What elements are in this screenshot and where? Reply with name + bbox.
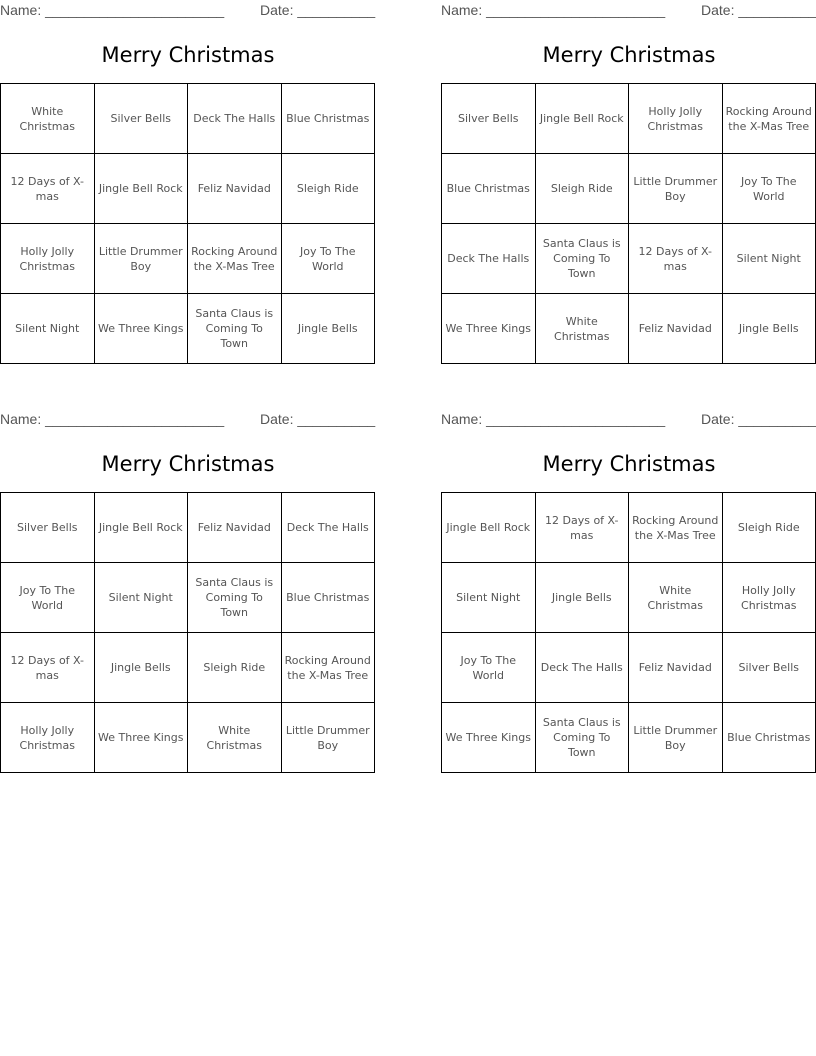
bingo-cell: 12 Days of X-mas — [1, 633, 95, 703]
bingo-cell: White Christmas — [188, 703, 282, 773]
bingo-cell: Joy To The World — [442, 633, 536, 703]
bingo-cell: Santa Claus is Coming To Town — [188, 563, 282, 633]
bingo-cell: Silent Night — [95, 563, 189, 633]
bingo-cell: Silver Bells — [1, 493, 95, 563]
bingo-cell: Sleigh Ride — [282, 154, 376, 224]
bingo-cell: We Three Kings — [95, 703, 189, 773]
bingo-cell: Little Drummer Boy — [282, 703, 376, 773]
name-date-row — [0, 0, 376, 22]
card-title: Merry Christmas — [542, 43, 716, 67]
bingo-cell: Feliz Navidad — [188, 493, 282, 563]
date-field-label: Date: __________ — [701, 2, 816, 18]
bingo-cell: Silver Bells — [723, 633, 816, 703]
bingo-cell: Blue Christmas — [282, 563, 376, 633]
bingo-cell: Deck The Halls — [536, 633, 630, 703]
name-date-row — [441, 409, 816, 431]
bingo-cell: 12 Days of X-mas — [1, 154, 95, 224]
bingo-cell: Deck The Halls — [282, 493, 376, 563]
bingo-grid — [0, 83, 375, 364]
bingo-cell: Holly Jolly Christmas — [629, 84, 723, 154]
bingo-cell: Santa Claus is Coming To Town — [536, 703, 630, 773]
bingo-cell: We Three Kings — [95, 294, 189, 364]
bingo-card — [0, 409, 376, 752]
bingo-cell: Little Drummer Boy — [95, 224, 189, 294]
bingo-cell: Jingle Bells — [282, 294, 376, 364]
card-title: Merry Christmas — [542, 452, 716, 476]
bingo-card — [0, 0, 376, 350]
bingo-cell: Rocking Around the X-Mas Tree — [188, 224, 282, 294]
bingo-cell: Deck The Halls — [442, 224, 536, 294]
name-field-label: Name: _______________________ — [441, 411, 666, 427]
bingo-cell: Holly Jolly Christmas — [723, 563, 816, 633]
bingo-cell: Jingle Bell Rock — [95, 493, 189, 563]
bingo-cell: Silent Night — [442, 563, 536, 633]
bingo-cell: Jingle Bell Rock — [95, 154, 189, 224]
bingo-cell: Feliz Navidad — [188, 154, 282, 224]
bingo-cell: Feliz Navidad — [629, 633, 723, 703]
name-date-row — [0, 409, 376, 431]
bingo-cell: Jingle Bell Rock — [536, 84, 630, 154]
bingo-cell: We Three Kings — [442, 294, 536, 364]
bingo-cell: Silent Night — [723, 224, 816, 294]
bingo-cell: 12 Days of X-mas — [536, 493, 630, 563]
bingo-grid — [441, 83, 816, 364]
bingo-cell: Santa Claus is Coming To Town — [536, 224, 630, 294]
bingo-cell: 12 Days of X-mas — [629, 224, 723, 294]
bingo-cell: Joy To The World — [1, 563, 95, 633]
bingo-cell: White Christmas — [629, 563, 723, 633]
bingo-grid — [0, 492, 375, 773]
bingo-cell: Sleigh Ride — [188, 633, 282, 703]
bingo-cell: Blue Christmas — [442, 154, 536, 224]
bingo-cell: Jingle Bells — [536, 563, 630, 633]
bingo-card — [441, 0, 816, 343]
bingo-cell: Santa Claus is Coming To Town — [188, 294, 282, 364]
name-date-row — [441, 0, 816, 22]
bingo-cell: Little Drummer Boy — [629, 154, 723, 224]
bingo-cell: Sleigh Ride — [723, 493, 816, 563]
name-field-label: Name: _______________________ — [441, 2, 666, 18]
name-field-label: Name: _______________________ — [0, 2, 225, 18]
bingo-cell: Blue Christmas — [723, 703, 816, 773]
bingo-cell: Jingle Bells — [95, 633, 189, 703]
bingo-cell: Silent Night — [1, 294, 95, 364]
card-title: Merry Christmas — [101, 452, 275, 476]
bingo-cell: Rocking Around the X-Mas Tree — [723, 84, 816, 154]
date-field-label: Date: __________ — [260, 411, 376, 427]
bingo-card — [441, 409, 816, 759]
bingo-cell: Rocking Around the X-Mas Tree — [629, 493, 723, 563]
bingo-cell: Holly Jolly Christmas — [1, 703, 95, 773]
bingo-cell: Silver Bells — [442, 84, 536, 154]
bingo-cell: White Christmas — [1, 84, 95, 154]
bingo-cell: Jingle Bells — [723, 294, 816, 364]
card-title: Merry Christmas — [101, 43, 275, 67]
bingo-cell: Blue Christmas — [282, 84, 376, 154]
bingo-cell: Little Drummer Boy — [629, 703, 723, 773]
bingo-cell: Joy To The World — [282, 224, 376, 294]
bingo-cell: Jingle Bell Rock — [442, 493, 536, 563]
bingo-cell: White Christmas — [536, 294, 630, 364]
name-field-label: Name: _______________________ — [0, 411, 225, 427]
date-field-label: Date: __________ — [260, 2, 376, 18]
bingo-cell: Rocking Around the X-Mas Tree — [282, 633, 376, 703]
bingo-cell: Silver Bells — [95, 84, 189, 154]
bingo-cell: Deck The Halls — [188, 84, 282, 154]
bingo-cell: Holly Jolly Christmas — [1, 224, 95, 294]
bingo-cell: We Three Kings — [442, 703, 536, 773]
bingo-cell: Feliz Navidad — [629, 294, 723, 364]
bingo-cell: Joy To The World — [723, 154, 816, 224]
bingo-cell: Sleigh Ride — [536, 154, 630, 224]
date-field-label: Date: __________ — [701, 411, 816, 427]
bingo-grid — [441, 492, 816, 773]
